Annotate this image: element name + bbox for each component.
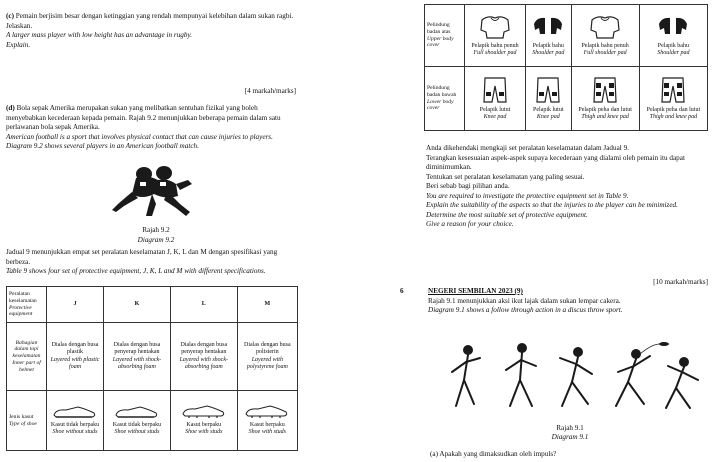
lower-l-en: Thigh and knee pad <box>581 114 629 121</box>
helmet-m-ms: Dialas dengan busa polisterin <box>244 342 291 356</box>
shoe-j-en: Shoe without studs <box>52 429 98 436</box>
question-a: (a) Apakah yang dimaksudkan oleh impuls? <box>430 450 557 458</box>
q-c-marks: [4 markah/marks] <box>244 87 296 95</box>
shoe-k-en: Shoe without studs <box>114 429 160 436</box>
col-m: M <box>237 287 297 323</box>
instr-en4: Give a reason for your choice. <box>426 220 514 228</box>
instr-ms4: Beri sebab bagi pilihan anda. <box>426 182 510 190</box>
full-shoulder-pad-icon <box>478 14 512 40</box>
full-shoulder-pad-icon <box>588 14 622 40</box>
table-intro <box>6 248 300 277</box>
q6-en: Diagram 9.1 shows a follow through action in a discus throw sport. <box>428 306 623 314</box>
shoe-cell-k <box>104 391 171 451</box>
helmet-cell-l <box>170 323 237 391</box>
q-c-en2: Explain. <box>6 40 31 49</box>
q6-number: 6 <box>400 287 404 295</box>
lower-k-en: Knee pad <box>536 114 560 121</box>
helmet-l-en: Layered with shock-absorbing foam <box>179 356 228 370</box>
instr-ms1: Anda dikehendaki mengkaji set peralatan keselamatan dalam Jadual 9. <box>426 144 629 152</box>
shoe-k-ms: Kasut tidak berpaku <box>112 421 162 428</box>
upper-l-en: Full shoulder pad <box>583 50 627 57</box>
q-c-label: (c) <box>6 12 14 20</box>
shoe-l-en: Shoe with studs <box>185 429 223 436</box>
shoe-l-ms: Kasut berpaku <box>186 421 222 428</box>
shoe-icon <box>114 405 160 419</box>
upper-cell-m <box>639 5 707 67</box>
shoulder-pad-icon <box>656 14 690 40</box>
question-marks: [10 markah/marks] <box>653 278 708 286</box>
helmet-cell-j <box>47 323 104 391</box>
knee-pad-pants-icon <box>533 76 563 104</box>
q-c-ms2: Jelaskan. <box>6 21 33 30</box>
helmet-row-en: Inner part of helmet <box>12 359 41 373</box>
shoe-row-ms: Jenis kasut <box>9 413 34 420</box>
instructions <box>426 144 710 230</box>
q-d-ms: Bola sepak Amerika merupakan sukan yang melibatkan sentuhan fizikal yang boleh menyebabkan kecederaan kepada pemain. Rajah 9.2 menunjukkan beberapa pemain dalam satu perlawanan bola sepak Amerika. <box>6 104 281 131</box>
th-equipment-ms: Peralatan keselamatan <box>9 291 37 304</box>
lower-m-ms: Pelapik peha dan lutut <box>646 106 701 113</box>
q-c-ms: Pemain berjisim besar dengan ketinggian yang rendah mempunyai kelebihan dalam sukan ragbi. <box>15 12 294 20</box>
shoulder-pad-icon <box>531 14 565 40</box>
lower-cell-m <box>639 67 707 131</box>
instr-ms3: Tentukan set peralatan keselamatan yang paling sesuai. <box>426 172 585 181</box>
helmet-k-en: Layered with shock-absorbing foam <box>112 356 162 370</box>
upper-k-ms: Pelapik bahu <box>532 42 564 49</box>
discus-throw-sequence-illustration <box>440 336 710 416</box>
lower-j-ms: Pelapik lutut <box>479 106 511 113</box>
helmet-j-ms: Dialas dengan busa plastik <box>51 342 99 356</box>
shoe-cell-m <box>237 391 297 451</box>
fig-9-1-en: Diagram 9.1 <box>551 433 589 442</box>
table-header-row <box>7 287 298 323</box>
figure-9-1-caption <box>500 424 640 443</box>
shoe-m-ms: Kasut berpaku <box>249 421 285 428</box>
table-intro-en: Table 9 shows four set of protective equipment, J, K, L and M with different specifications. <box>6 267 266 275</box>
instr-en2: Explain the suitability of the aspects so that the injuries to the player can be minimized. <box>426 201 678 209</box>
lower-row-ms: Pelindung badan bawah <box>427 85 457 98</box>
th-equipment-en: Protective equipment <box>9 304 33 318</box>
q-c-en: A larger mass player with low height has an advantage in rugby. <box>6 31 193 39</box>
instr-ms2: Terangkan kesesuaian aspek-aspek supaya kecederaan yang dialami oleh pemain itu dapat diminimumkan. <box>426 153 685 171</box>
upper-l-ms: Pelapik bahu penuh <box>581 42 629 49</box>
shoe-cell-j <box>47 391 104 451</box>
q6-heading: NEGERI SEMBILAN 2023 (9) <box>428 287 523 295</box>
lower-l-ms: Pelapik peha dan lutut <box>578 106 632 113</box>
col-j: J <box>47 287 104 323</box>
upper-m-en: Shoulder pad <box>657 50 690 57</box>
upper-k-en: Shoulder pad <box>532 50 565 57</box>
instr-en1: You are required to investigate the protective equipment set in Table 9. <box>426 191 629 200</box>
knee-pad-pants-icon <box>480 76 510 104</box>
upper-cell-k <box>526 5 571 67</box>
thigh-knee-pad-pants-icon <box>590 76 620 104</box>
upper-m-ms: Pelapik bahu <box>657 42 689 49</box>
table-9-continued <box>424 4 708 131</box>
table-9 <box>6 286 298 451</box>
lower-cell-l <box>571 67 639 131</box>
col-k: K <box>104 287 171 323</box>
lower-row-en: Lower body cover <box>427 98 454 112</box>
helmet-cell-k <box>104 323 171 391</box>
fig-9-2-ms: Rajah 9.2 <box>142 226 170 234</box>
lower-cell-j <box>465 67 526 131</box>
lower-k-ms: Pelapik lutut <box>533 106 564 113</box>
studded-shoe-icon <box>244 405 290 419</box>
helmet-j-en: Layered with plastic foam <box>50 356 100 370</box>
helmet-row-ms: Bahagian dalam topi keselamatan <box>12 339 41 360</box>
thigh-knee-pad-pants-icon <box>658 76 688 104</box>
shoe-j-ms: Kasut tidak berpaku <box>50 421 100 428</box>
lower-j-en: Knee pad <box>483 114 507 121</box>
fig-9-1-ms: Rajah 9.1 <box>556 424 584 432</box>
upper-cell-j <box>465 5 526 67</box>
upper-body-row <box>425 5 708 67</box>
q-d-label: (d) <box>6 104 15 112</box>
shoe-row <box>7 391 298 451</box>
helmet-m-en: Layered with polystyrene foam <box>246 356 288 370</box>
lower-cell-k <box>526 67 571 131</box>
instr-en3: Determine the most suitable set of protective equipment. <box>426 210 588 219</box>
upper-j-ms: Pelapik bahu penuh <box>471 42 519 49</box>
q6-ms: Rajah 9.1 menunjukkan aksi ikut lajak dalam sukan lempar cakera. <box>428 296 621 305</box>
shoe-cell-l <box>170 391 237 451</box>
upper-row-ms: Pelindung badan atas <box>427 22 451 35</box>
shoe-icon <box>52 405 98 419</box>
helmet-k-ms: Dialas dengan busa penyerap hentakan <box>113 342 161 356</box>
helmet-row <box>7 323 298 391</box>
upper-cell-l <box>571 5 639 67</box>
lower-m-en: Thigh and knee pad <box>649 114 698 121</box>
upper-j-en: Full shoulder pad <box>473 50 517 57</box>
question-d <box>6 104 294 152</box>
col-l: L <box>170 287 237 323</box>
shoe-m-en: Shoe with studs <box>248 429 287 436</box>
table-intro-ms: Jadual 9 menunjukkan empat set peralatan keselamatan J, K, L dan M dengan spesifikasi yang berbeza. <box>6 248 278 266</box>
helmet-l-ms: Dialas dengan busa penyerap hentakan <box>180 342 228 356</box>
q-d-en: American football is a sport that involves physical contact that can cause injuries to players. Diagram 9.2 shows several players in an American football match. <box>6 132 273 150</box>
question-c <box>6 12 306 50</box>
football-players-illustration <box>106 160 206 218</box>
lower-body-row <box>425 67 708 131</box>
shoe-row-en: Type of shoe <box>9 420 37 427</box>
fig-9-2-en: Diagram 9.2 <box>137 235 175 244</box>
helmet-cell-m <box>237 323 297 391</box>
upper-row-en: Upper body cover <box>427 35 454 49</box>
studded-shoe-icon <box>181 405 227 419</box>
figure-9-2-caption <box>86 226 226 245</box>
discus-icon <box>659 342 669 346</box>
